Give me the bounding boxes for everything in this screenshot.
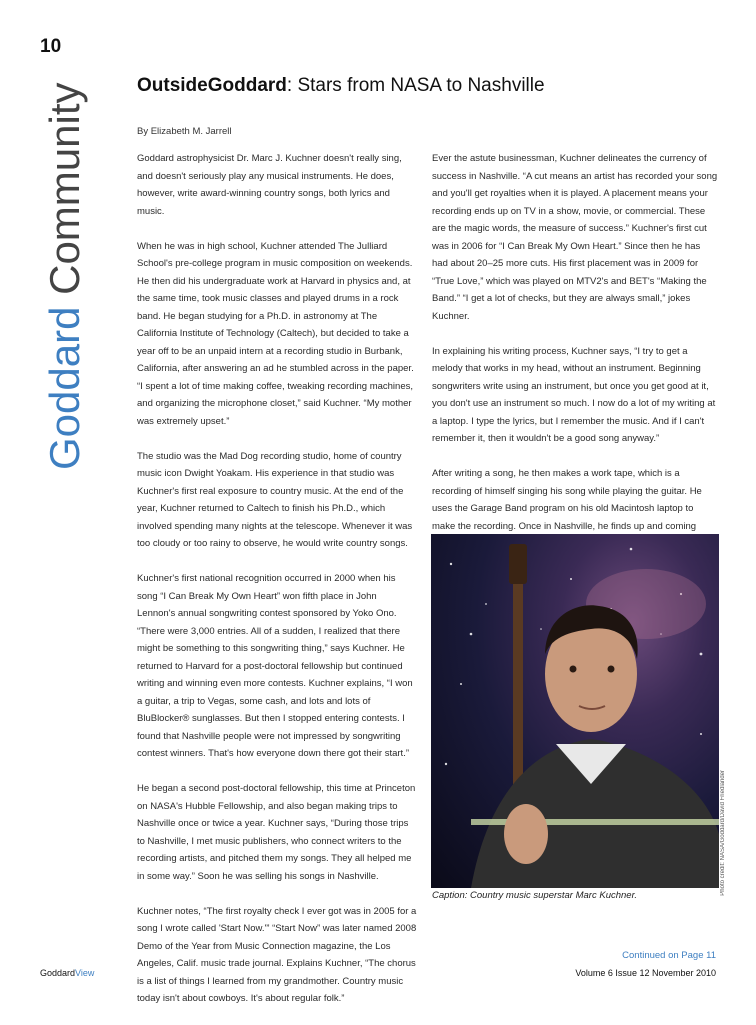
- portrait-illustration: [431, 534, 719, 888]
- left-column: [137, 150, 417, 1025]
- paragraph: Kuchner notes, “The first royalty check I ever got was in 2005 for a song I wrote called 'Start Now.'” “Start Now” was later named 2008 Demo of the Year from Music Connection magazine, the Los Angeles, Calif. music trade journal. Explains Kuchner, “The chorus is a list of things I learned from my grandmother. Country music today isn't about cowboys. It's about regular folk.”: [137, 905, 417, 1004]
- paragraph: Ever the astute businessman, Kuchner delineates the currency of success in Nashville. “A cut means an artist has recorded your song and you'll get royalties when it is played. A placement means your recording ends up on TV in a show, movie, or commercial. These are the magic words, the measure of success.” Kuchner's first cut was in 2006 for “I Can Break My Own Heart.” Since then he has had about 20–25 more cuts. His first placement was in 2009 for “True Love,” which was played on MTV2's and BET's “Making the Band.” “I get a lot of checks, but they are always small,” jokes Kuchner.: [432, 153, 718, 322]
- continued-link[interactable]: Continued on Page 11: [622, 950, 716, 961]
- section-title: [40, 30, 90, 470]
- paragraph: He began a second post-doctoral fellowship, this time at Princeton on NASA's Hubble Fellowship, and also began making trips to Nashville once or twice a year. Kuchner says, “During those trips to Nashville, I met music publishers, who connect writers to the recording artists, and pitched them my songs. They all helped me in some way.” Soon he was selling his songs in Nashville.: [137, 783, 416, 882]
- byline: By Elizabeth M. Jarrell: [137, 126, 232, 137]
- headline: [137, 75, 545, 97]
- section-title-part1: Goddard: [41, 306, 88, 470]
- portrait-photo: [431, 534, 719, 888]
- headline-rest: : Stars from NASA to Nashville: [286, 75, 545, 96]
- paragraph: The studio was the Mad Dog recording studio, home of country music icon Dwight Yoakam. His experience in that studio was Kuchner's first real exposure to country music. At the end of the year, Kuchner returned to Caltech to finish his Ph.D., which involved spending many nights at the telescope. Whenever it was too cloudy or too rainy to observe, he would write country songs.: [137, 450, 413, 549]
- paragraph: After writing a song, he then makes a work tape, which is a recording of himself singing his song while playing the guitar. He uses the Garage Band program on his old Macintosh laptop to make the recording. Once in Nashville, he finds up and coming: [432, 468, 702, 532]
- footer-brand-part2: View: [75, 968, 95, 978]
- paragraph: Kuchner's first national recognition occurred in 2000 when his song “I Can Break My Own Heart” won fifth place in John Lennon's annual songwriting contest sponsored by Yoko Ono. “There were 3,000 entries. All of a sudden, I realized that there might be something to this songwriting thing,” says Kuchner. He returned to Harvard for a post-doctoral fellowship but continued writing and winning even more contests. Kuchner explains, “I won a guitar, a trip to Vegas, some cash, and lots and lots of BluBlocker® sunglasses. But then I stopped entering contests. I found that Nashville people were not impressed by songwriting contest winners. That's how everyone down there got their start.”: [137, 573, 413, 759]
- page-number: 10: [40, 36, 62, 57]
- paragraph: In explaining his writing process, Kuchner says, “I try to get a melody that works in my head, without an instrument. Beginning songwriters write using an instrument, but once you get good at it, you don't use an instrument so much. I now do a lot of my writing at a laptop. I type the lyrics, but I remember the music. And if I can't remember it, then it wouldn't be a good song anyway.”: [432, 345, 716, 444]
- footer-brand: [40, 968, 94, 978]
- footer-brand-part1: Goddard: [40, 968, 76, 978]
- section-title-part2: Community: [41, 82, 88, 307]
- headline-bold: OutsideGoddard: [137, 75, 287, 96]
- paragraph: When he was in high school, Kuchner attended The Julliard School's pre-college program in music composition on weekends. He then did his undergraduate work at Harvard in physics and, at the same time, took music classes and played drums in a rock band. He began studying for a Ph.D. in astronomy at The California Institute of Technology (Caltech), but decided to take a year off to be an unpaid intern at a recording studio in Burbank, California, after answering an ad he stumbled across in the paper. “I spent a lot of time making coffee, tweaking recording machines, and organizing the microphone closet,” said Kuchner. “My mother was extremely upset.”: [137, 240, 414, 427]
- photo-credit: Photo credit: NASA/Goddard/David Friedlander: [720, 770, 726, 896]
- guitar-headstock: [509, 544, 527, 584]
- photo-caption: Caption: Country music superstar Marc Kuchner.: [432, 890, 638, 901]
- paragraph: Goddard astrophysicist Dr. Marc J. Kuchner doesn't really sing, and doesn't seriously play any musical instruments. He does, however, write award-winning country songs, both lyrics and music.: [137, 153, 402, 217]
- footer-issue: Volume 6 Issue 12 November 2010: [575, 968, 716, 978]
- hand: [504, 804, 548, 864]
